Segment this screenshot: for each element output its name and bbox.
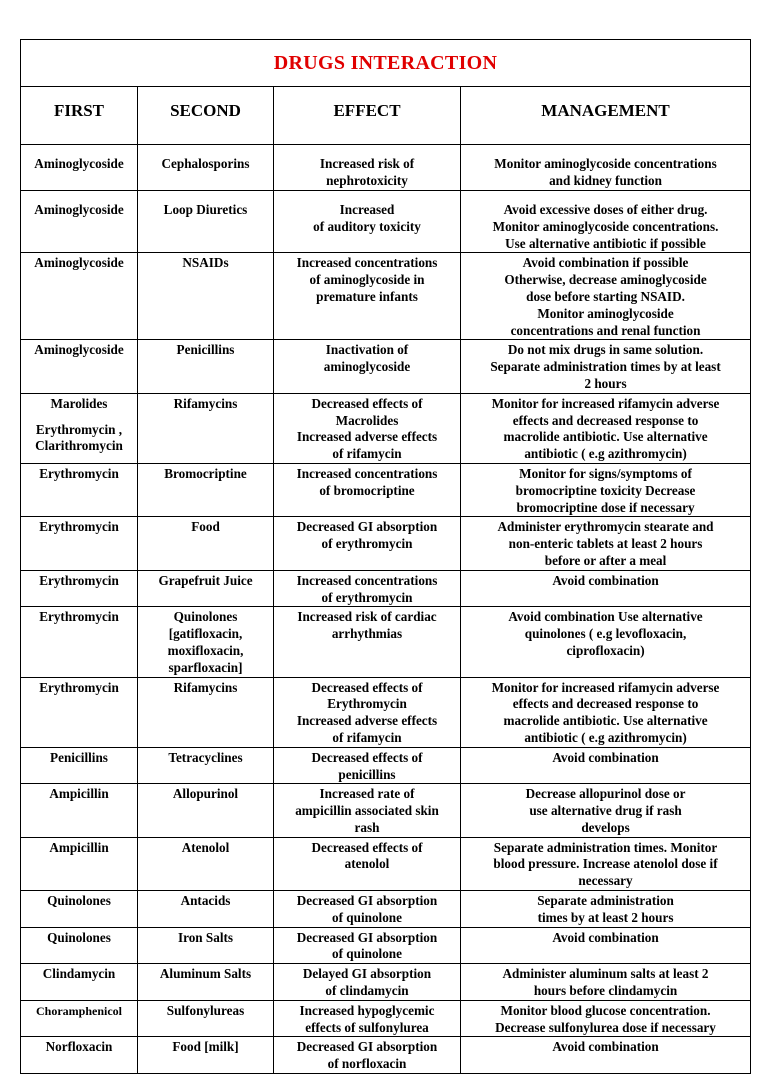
cell-line: of erythromycin bbox=[321, 589, 413, 605]
cell-line: bromocriptine dose if necessary bbox=[516, 499, 695, 515]
cell-line: atenolol bbox=[344, 856, 390, 872]
cell-effect bbox=[274, 340, 461, 393]
cell-second bbox=[138, 964, 274, 1001]
table-row bbox=[21, 517, 751, 570]
cell-first bbox=[21, 784, 138, 837]
cell-second bbox=[138, 1037, 274, 1074]
cell-line: Decreased effects of bbox=[311, 749, 423, 765]
cell-first bbox=[21, 1000, 138, 1037]
cell-effect bbox=[274, 747, 461, 784]
cell-line: effects and decreased response to bbox=[512, 412, 699, 428]
cell-second bbox=[138, 837, 274, 890]
cell-first bbox=[21, 1037, 138, 1074]
cell-line: Ampicillin bbox=[49, 786, 109, 802]
cell-second bbox=[138, 677, 274, 747]
cell-line: of quinolone bbox=[332, 946, 402, 962]
cell-line: Cephalosporins bbox=[161, 156, 250, 171]
table-row bbox=[21, 1000, 751, 1037]
cell-line: Increased hypoglycemic bbox=[299, 1002, 435, 1018]
cell-line: Choramphenicol bbox=[35, 1003, 122, 1018]
cell-line: Separate administration times by at least bbox=[490, 359, 721, 375]
header-first: FIRST bbox=[21, 87, 138, 145]
cell-line: of bromocriptine bbox=[319, 482, 415, 498]
header-second: SECOND bbox=[138, 87, 274, 145]
header-effect: EFFECT bbox=[274, 87, 461, 145]
table-row bbox=[21, 677, 751, 747]
cell-second bbox=[138, 891, 274, 928]
cell-management bbox=[461, 677, 751, 747]
cell-line: Tetracyclines bbox=[168, 749, 243, 765]
cell-first bbox=[21, 463, 138, 516]
cell-line: Monitor aminoglycoside concentrations. bbox=[492, 218, 719, 234]
cell-line: Otherwise, decrease aminoglycoside bbox=[504, 272, 707, 288]
cell-management bbox=[461, 784, 751, 837]
cell-first bbox=[21, 517, 138, 570]
cell-line: Macrolides bbox=[335, 412, 399, 428]
table-row bbox=[21, 964, 751, 1001]
cell-line: Ampicillin bbox=[49, 839, 109, 855]
cell-line: Decreased effects of bbox=[311, 679, 423, 695]
cell-line: non-enteric tablets at least 2 hours bbox=[508, 536, 703, 552]
cell-first bbox=[21, 677, 138, 747]
cell-line: Increased adverse effects bbox=[296, 713, 438, 729]
cell-line: Rifamycins bbox=[173, 395, 238, 411]
cell-management bbox=[461, 191, 751, 253]
table-row bbox=[21, 927, 751, 964]
cell-line: penicillins bbox=[338, 766, 396, 782]
cell-first bbox=[21, 964, 138, 1001]
cell-line: Iron Salts bbox=[177, 929, 234, 945]
cell-line: rash bbox=[354, 819, 380, 835]
cell-line: Monitor for increased rifamycin adverse bbox=[491, 395, 720, 411]
cell-line: Quinolones bbox=[47, 929, 111, 945]
cell-second bbox=[138, 463, 274, 516]
table-body bbox=[21, 145, 751, 1074]
cell-line: Loop Diuretics bbox=[163, 202, 248, 217]
cell-management bbox=[461, 837, 751, 890]
cell-line: arrhythmias bbox=[331, 626, 403, 642]
cell-second bbox=[138, 570, 274, 607]
cell-line: use alternative drug if rash bbox=[529, 803, 682, 819]
cell-line: Avoid combination if possible bbox=[522, 255, 689, 271]
cell-line: Inactivation of bbox=[325, 342, 409, 358]
cell-line: Quinolones bbox=[47, 893, 111, 909]
cell-line: macrolide antibiotic. Use alternative bbox=[503, 429, 708, 445]
table-row bbox=[21, 837, 751, 890]
cell-second bbox=[138, 607, 274, 677]
cell-line: necessary bbox=[578, 873, 633, 889]
cell-line: Clindamycin bbox=[42, 966, 116, 982]
cell-management bbox=[461, 517, 751, 570]
cell-line: quinolones ( e.g levofloxacin, bbox=[524, 626, 687, 642]
cell-line: Aminoglycoside bbox=[34, 156, 124, 171]
cell-first bbox=[21, 191, 138, 253]
cell-line: antibiotic ( e.g azithromycin) bbox=[524, 729, 687, 745]
cell-line: Separate administration times. Monitor bbox=[493, 839, 718, 855]
cell-second bbox=[138, 747, 274, 784]
cell-line: Decreased GI absorption bbox=[296, 1039, 438, 1055]
cell-line: Increased concentrations bbox=[296, 255, 438, 271]
cell-line: Bromocriptine bbox=[164, 465, 247, 481]
cell-first bbox=[21, 340, 138, 393]
table-row bbox=[21, 747, 751, 784]
cell-second bbox=[138, 253, 274, 340]
cell-line: Monitor for signs/symptoms of bbox=[519, 465, 692, 481]
cell-management bbox=[461, 570, 751, 607]
cell-line: effects and decreased response to bbox=[512, 696, 699, 712]
table-row bbox=[21, 145, 751, 191]
cell-effect bbox=[274, 891, 461, 928]
table-row bbox=[21, 784, 751, 837]
cell-line: blood pressure. Increase atenolol dose if bbox=[493, 856, 718, 872]
cell-effect bbox=[274, 1037, 461, 1074]
cell-management bbox=[461, 1000, 751, 1037]
cell-line: Monitor aminoglycoside concentrations bbox=[494, 156, 717, 171]
table-row bbox=[21, 191, 751, 253]
cell-line: Administer erythromycin stearate and bbox=[497, 519, 714, 535]
cell-line: Increased concentrations bbox=[296, 572, 438, 588]
cell-line: Clarithromycin bbox=[35, 438, 123, 454]
cell-management bbox=[461, 340, 751, 393]
cell-line: nephrotoxicity bbox=[326, 172, 408, 188]
cell-line: Increased risk of bbox=[319, 156, 415, 171]
cell-line: Avoid combination bbox=[552, 572, 659, 588]
cell-line: Aminoglycoside bbox=[34, 255, 124, 271]
cell-line: Penicillins bbox=[50, 749, 108, 765]
table-row bbox=[21, 340, 751, 393]
cell-line: antibiotic ( e.g azithromycin) bbox=[524, 446, 687, 462]
cell-effect bbox=[274, 607, 461, 677]
cell-line: of quinolone bbox=[332, 909, 402, 925]
cell-effect bbox=[274, 393, 461, 463]
cell-line: Monitor blood glucose concentration. bbox=[500, 1002, 711, 1018]
cell-management bbox=[461, 747, 751, 784]
cell-line: moxifloxacin, bbox=[167, 642, 244, 658]
cell-second bbox=[138, 393, 274, 463]
cell-management bbox=[461, 145, 751, 191]
cell-line: Separate administration bbox=[537, 893, 674, 909]
cell-line: and kidney function bbox=[549, 172, 662, 188]
cell-line: concentrations and renal function bbox=[510, 322, 701, 338]
cell-management bbox=[461, 891, 751, 928]
cell-second bbox=[138, 145, 274, 191]
cell-line: Increased bbox=[339, 202, 395, 217]
cell-effect bbox=[274, 191, 461, 253]
cell-effect bbox=[274, 677, 461, 747]
cell-first bbox=[21, 891, 138, 928]
cell-line: Norfloxacin bbox=[45, 1039, 113, 1055]
cell-line: of rifamycin bbox=[332, 446, 402, 462]
table-row bbox=[21, 570, 751, 607]
cell-effect bbox=[274, 784, 461, 837]
table-row bbox=[21, 891, 751, 928]
cell-management bbox=[461, 1037, 751, 1074]
cell-management bbox=[461, 253, 751, 340]
cell-line: Antacids bbox=[180, 893, 231, 909]
table-row bbox=[21, 607, 751, 677]
cell-line: Avoid combination Use alternative bbox=[508, 609, 703, 625]
cell-line: Decreased GI absorption bbox=[296, 519, 438, 535]
cell-management bbox=[461, 393, 751, 463]
cell-line: Monitor aminoglycoside bbox=[537, 305, 674, 321]
cell-line: of norfloxacin bbox=[327, 1056, 407, 1072]
cell-first bbox=[21, 570, 138, 607]
cell-effect bbox=[274, 253, 461, 340]
cell-line: Decreased effects of bbox=[311, 395, 423, 411]
cell-line: Increased rate of bbox=[319, 786, 415, 802]
cell-first bbox=[21, 145, 138, 191]
cell-effect bbox=[274, 927, 461, 964]
cell-line: premature infants bbox=[316, 288, 418, 304]
cell-second bbox=[138, 927, 274, 964]
table-row bbox=[21, 393, 751, 463]
cell-line: Use alternative antibiotic if possible bbox=[505, 235, 706, 251]
cell-line: of rifamycin bbox=[332, 729, 402, 745]
cell-effect bbox=[274, 517, 461, 570]
cell-line: Increased adverse effects bbox=[296, 429, 438, 445]
cell-line: sparfloxacin] bbox=[168, 659, 243, 675]
cell-line: Decreased effects of bbox=[311, 839, 423, 855]
cell-effect bbox=[274, 463, 461, 516]
cell-effect bbox=[274, 570, 461, 607]
cell-line: macrolide antibiotic. Use alternative bbox=[503, 713, 708, 729]
cell-first bbox=[21, 253, 138, 340]
cell-line: of clindamycin bbox=[325, 983, 409, 999]
cell-line: Administer aluminum salts at least 2 bbox=[502, 966, 709, 982]
cell-line: Avoid excessive doses of either drug. bbox=[503, 202, 708, 217]
cell-line: Erythromycin bbox=[39, 572, 119, 588]
table-row bbox=[21, 253, 751, 340]
cell-line: Aluminum Salts bbox=[159, 966, 252, 982]
cell-line: Marolides bbox=[50, 395, 108, 411]
cell-first bbox=[21, 837, 138, 890]
cell-line: Increased risk of cardiac bbox=[297, 609, 437, 625]
cell-line: hours before clindamycin bbox=[533, 983, 678, 999]
cell-second bbox=[138, 784, 274, 837]
cell-line: develops bbox=[581, 819, 630, 835]
cell-line: ampicillin associated skin bbox=[295, 803, 439, 819]
cell-line: aminoglycoside bbox=[323, 359, 411, 375]
cell-management bbox=[461, 964, 751, 1001]
header-management: MANAGEMENT bbox=[461, 87, 751, 145]
cell-line: Penicillins bbox=[176, 342, 235, 358]
cell-line: Decrease sulfonylurea dose if necessary bbox=[495, 1019, 716, 1035]
cell-line: Allopurinol bbox=[172, 786, 239, 802]
cell-line: Delayed GI absorption bbox=[302, 966, 432, 982]
cell-line: Erythromycin bbox=[39, 679, 119, 695]
cell-line: Atenolol bbox=[181, 839, 230, 855]
cell-line: Monitor for increased rifamycin adverse bbox=[491, 679, 720, 695]
table-row bbox=[21, 1037, 751, 1074]
cell-first bbox=[21, 607, 138, 677]
cell-line: Decrease allopurinol dose or bbox=[525, 786, 686, 802]
cell-line: Avoid combination bbox=[552, 929, 659, 945]
cell-line: Increased concentrations bbox=[296, 465, 438, 481]
cell-line: bromocriptine toxicity Decrease bbox=[515, 482, 696, 498]
cell-effect bbox=[274, 837, 461, 890]
cell-management bbox=[461, 607, 751, 677]
table-row bbox=[21, 463, 751, 516]
cell-line: Erythromycin , bbox=[35, 421, 123, 437]
cell-line: Do not mix drugs in same solution. bbox=[507, 342, 704, 358]
cell-line: [gatifloxacin, bbox=[168, 626, 243, 642]
cell-line: Quinolones bbox=[173, 609, 238, 625]
cell-line: Avoid combination bbox=[552, 1039, 659, 1055]
cell-line: times by at least 2 hours bbox=[537, 909, 674, 925]
cell-line: Erythromycin bbox=[327, 696, 407, 712]
cell-second bbox=[138, 517, 274, 570]
cell-line: of aminoglycoside in bbox=[309, 272, 425, 288]
cell-line: of erythromycin bbox=[321, 536, 413, 552]
cell-second bbox=[138, 340, 274, 393]
cell-line: Erythromycin bbox=[39, 609, 119, 625]
cell-line: of auditory toxicity bbox=[313, 218, 421, 234]
drug-interaction-table bbox=[20, 39, 751, 1074]
cell-second bbox=[138, 1000, 274, 1037]
cell-effect bbox=[274, 145, 461, 191]
cell-line: Rifamycins bbox=[173, 679, 238, 695]
cell-line: 2 hours bbox=[584, 375, 627, 391]
cell-effect bbox=[274, 964, 461, 1001]
table-title: DRUGS INTERACTION bbox=[21, 40, 751, 87]
cell-second bbox=[138, 191, 274, 253]
cell-first bbox=[21, 927, 138, 964]
cell-line: Avoid combination bbox=[552, 749, 659, 765]
cell-line: ciprofloxacin) bbox=[566, 642, 645, 658]
cell-line: NSAIDs bbox=[182, 255, 229, 271]
cell-first bbox=[21, 393, 138, 463]
cell-line: Grapefruit Juice bbox=[158, 572, 253, 588]
cell-line: Erythromycin bbox=[39, 465, 119, 481]
cell-line: dose before starting NSAID. bbox=[526, 288, 685, 304]
cell-line: Decreased GI absorption bbox=[296, 893, 438, 909]
cell-line: effects of sulfonylurea bbox=[305, 1019, 429, 1035]
cell-line: before or after a meal bbox=[544, 552, 667, 568]
cell-management bbox=[461, 463, 751, 516]
cell-line: Food bbox=[191, 519, 220, 535]
cell-management bbox=[461, 927, 751, 964]
cell-effect bbox=[274, 1000, 461, 1037]
cell-line: Sulfonylureas bbox=[166, 1002, 245, 1018]
cell-line: Aminoglycoside bbox=[34, 342, 124, 358]
cell-line: Aminoglycoside bbox=[34, 202, 124, 217]
cell-line: Food [milk] bbox=[172, 1039, 239, 1055]
cell-first bbox=[21, 747, 138, 784]
cell-line: Erythromycin bbox=[39, 519, 119, 535]
cell-line: Decreased GI absorption bbox=[296, 929, 438, 945]
